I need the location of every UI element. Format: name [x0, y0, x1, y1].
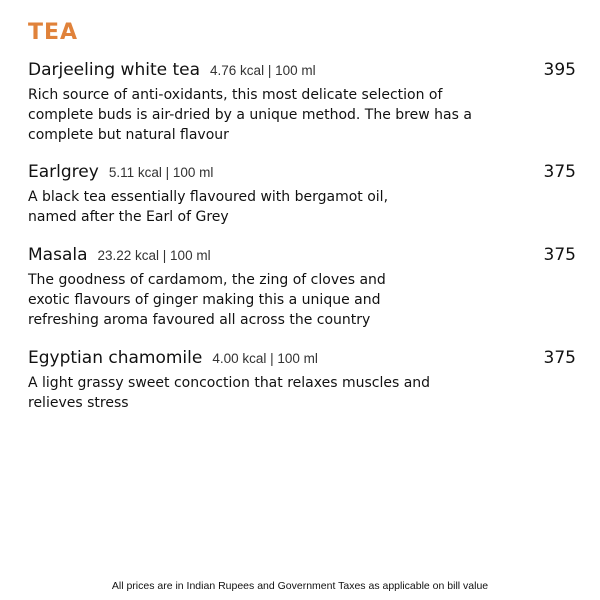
item-name: Egyptian chamomile [28, 348, 203, 368]
item-name: Darjeeling white tea [28, 60, 201, 80]
item-header [28, 162, 578, 186]
item-header [28, 60, 578, 84]
menu-item-darjeeling-white-tea [28, 60, 578, 145]
item-nutrition: 5.11 kcal | 100 ml [108, 165, 214, 180]
section-title: TEA [28, 20, 79, 45]
item-description: A black tea essentially flavoured with bergamot oil, named after the Earl of Grey [28, 189, 389, 225]
menu-item-earlgrey [28, 162, 578, 227]
item-nutrition: 4.00 kcal | 100 ml [212, 351, 318, 366]
item-description: The goodness of cardamom, the zing of cloves and exotic flavours of ginger making this a unique and refreshing aroma favoured all across the country [28, 272, 386, 328]
item-price: 375 [543, 348, 576, 368]
item-name: Earlgrey [28, 162, 99, 182]
footer-note: All prices are in Indian Rupees and Government Taxes as applicable on bill value [111, 580, 489, 592]
item-header [28, 245, 578, 269]
item-nutrition: 4.76 kcal | 100 ml [210, 63, 316, 78]
item-name: Masala [28, 245, 88, 265]
item-price: 395 [543, 60, 576, 80]
item-price: 375 [543, 162, 576, 182]
item-description: Rich source of anti-oxidants, this most delicate selection of complete buds is air-dried by a unique method. The brew has a complete but natural flavour [28, 87, 472, 143]
item-price: 375 [543, 245, 576, 265]
menu-item-egyptian-chamomile [28, 348, 578, 413]
menu-item-masala [28, 245, 578, 330]
item-header [28, 348, 578, 372]
item-description: A light grassy sweet concoction that relaxes muscles and relieves stress [28, 375, 431, 411]
item-nutrition: 23.22 kcal | 100 ml [97, 248, 211, 263]
